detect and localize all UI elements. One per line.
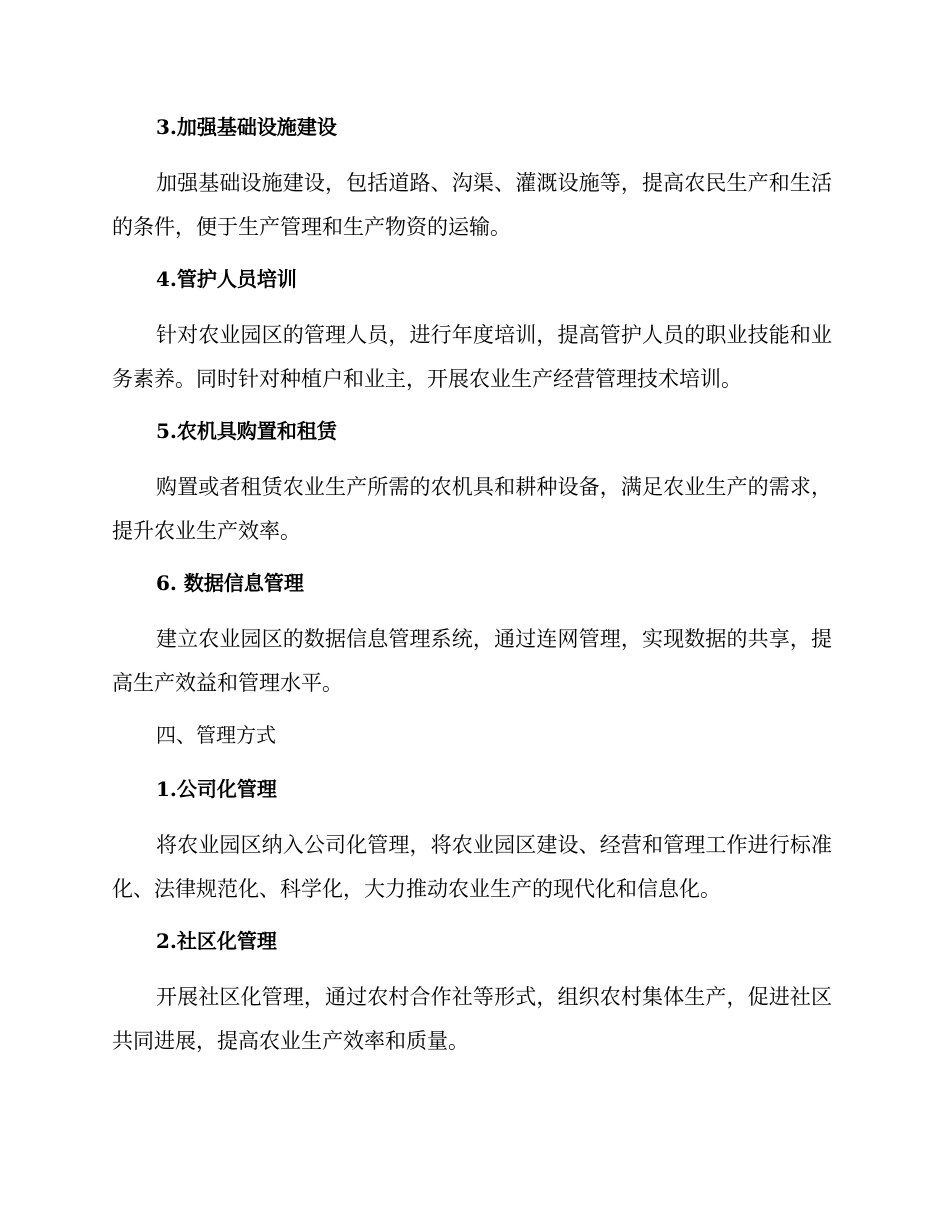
paragraph-corporate-management: 将农业园区纳入公司化管理，将农业园区建设、经营和管理工作进行标准化、法律规范化、科学化，大力推动农业生产的现代化和信息化。 (112, 833, 832, 901)
paragraph-staff-training: 针对农业园区的管理人员，进行年度培训，提高管护人员的职业技能和业务素养。同时针对种植户和业主，开展农业生产经营管理技术培训。 (112, 323, 832, 391)
section-heading-data-management: 6. 数据信息管理 (156, 571, 304, 595)
section-heading-staff-training: 4.管护人员培训 (156, 267, 297, 291)
section-heading-machinery: 5.农机具购置和租赁 (156, 419, 337, 443)
paragraph-community-management: 开展社区化管理，通过农村合作社等形式，组织农村集体生产，促进社区共同进展，提高农业生产效率和质量。 (112, 985, 832, 1053)
section-heading-infrastructure: 3.加强基础设施建设 (156, 115, 337, 139)
paragraph-machinery: 购置或者租赁农业生产所需的农机具和耕种设备，满足农业生产的需求，提升农业生产效率。 (112, 475, 832, 543)
section-heading-community-management: 2.社区化管理 (156, 929, 277, 953)
paragraph-data-management: 建立农业园区的数据信息管理系统，通过连网管理，实现数据的共享，提高生产效益和管理水平。 (112, 627, 832, 695)
part-heading-management-methods: 四、管理方式 (156, 723, 276, 747)
section-heading-corporate-management: 1.公司化管理 (156, 777, 277, 801)
paragraph-infrastructure: 加强基础设施建设，包括道路、沟渠、灌溉设施等，提高农民生产和生活的条件，便于生产管理和生产物资的运输。 (112, 171, 832, 239)
